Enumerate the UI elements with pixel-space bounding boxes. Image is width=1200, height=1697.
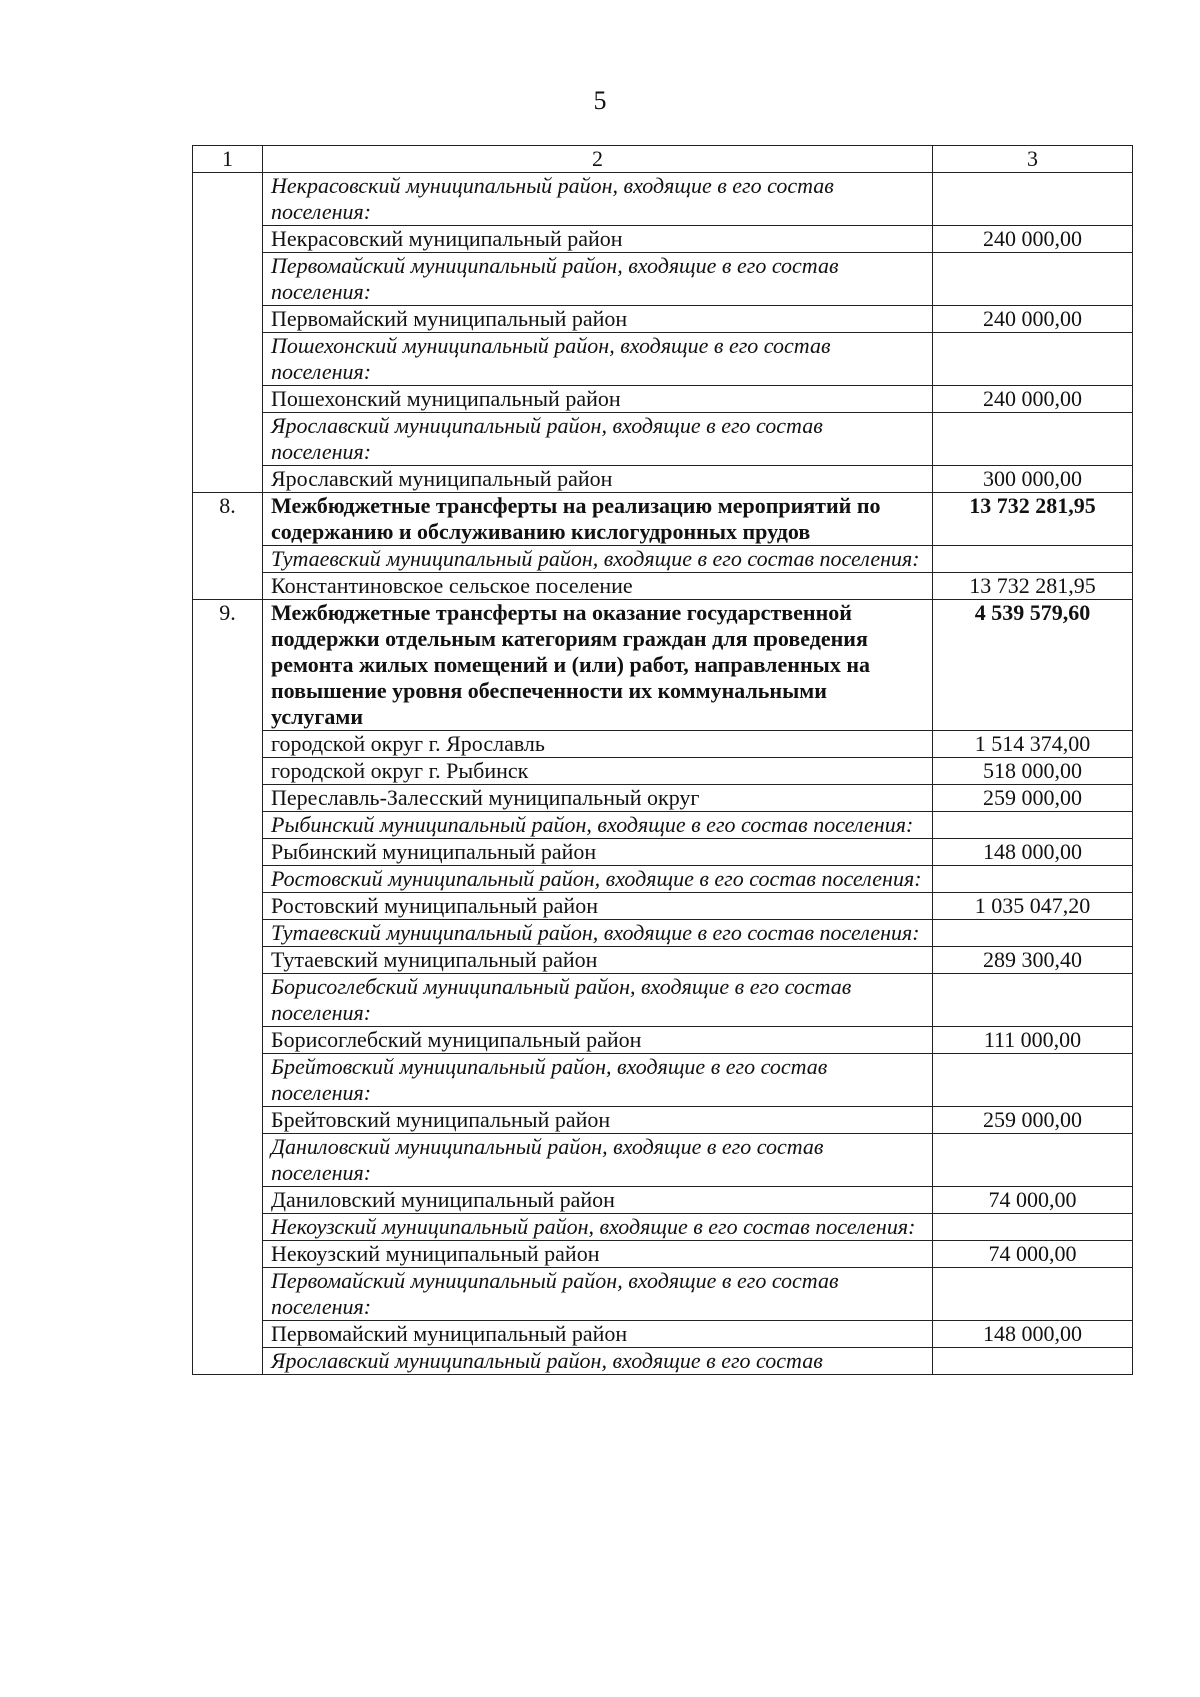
amount-cell: 518 000,00 <box>933 758 1133 785</box>
header-col-3: 3 <box>933 146 1133 173</box>
subheading-row <box>193 866 1133 893</box>
amount-cell <box>933 173 1133 226</box>
table-row <box>193 466 1133 493</box>
subheading-text: Некоузский муниципальный район, входящие в его состав поселения: <box>263 1214 933 1241</box>
recipient-name: Рыбинский муниципальный район <box>263 839 933 866</box>
recipient-name: Борисоглебский муниципальный район <box>263 1027 933 1054</box>
amount-cell <box>933 974 1133 1027</box>
subheading-row <box>193 253 1133 306</box>
recipient-name: Даниловский муниципальный район <box>263 1187 933 1214</box>
table-row <box>193 839 1133 866</box>
amount-cell <box>933 866 1133 893</box>
amount-cell: 240 000,00 <box>933 306 1133 333</box>
amount-cell <box>933 920 1133 947</box>
table-row <box>193 573 1133 600</box>
amount-cell: 111 000,00 <box>933 1027 1133 1054</box>
amount-cell <box>933 546 1133 573</box>
amount-cell: 240 000,00 <box>933 226 1133 253</box>
section-number: 8. <box>193 493 263 600</box>
budget-table <box>192 145 1133 1375</box>
recipient-name: Константиновское сельское поселение <box>263 573 933 600</box>
subheading-text: Некрасовский муниципальный район, входящие в его состав поселения: <box>263 173 933 226</box>
subheading-row <box>193 1268 1133 1321</box>
amount-cell: 13 732 281,95 <box>933 573 1133 600</box>
table-row <box>193 758 1133 785</box>
table-row <box>193 1241 1133 1268</box>
amount-cell <box>933 1054 1133 1107</box>
subheading-row <box>193 920 1133 947</box>
recipient-name: Пошехонский муниципальный район <box>263 386 933 413</box>
amount-cell: 259 000,00 <box>933 785 1133 812</box>
subheading-text: Даниловский муниципальный район, входящие в его состав поселения: <box>263 1134 933 1187</box>
section-number: 9. <box>193 600 263 1375</box>
table-row <box>193 731 1133 758</box>
recipient-name: городской округ г. Рыбинск <box>263 758 933 785</box>
subheading-row <box>193 1348 1133 1375</box>
amount-cell <box>933 333 1133 386</box>
table-row <box>193 947 1133 974</box>
section-row <box>193 493 1133 546</box>
table-row <box>193 386 1133 413</box>
amount-cell: 1 514 374,00 <box>933 731 1133 758</box>
subheading-text: Брейтовский муниципальный район, входящие в его состав поселения: <box>263 1054 933 1107</box>
amount-cell <box>933 1268 1133 1321</box>
amount-cell: 148 000,00 <box>933 839 1133 866</box>
header-row <box>193 146 1133 173</box>
number-cell <box>193 173 263 493</box>
section-title: Межбюджетные трансферты на оказание государственной поддержки отдельным категориям граждан для проведения ремонта жилых помещений и (или) работ, направленных на повышение уровня обеспеченности их коммунальными услугами <box>263 600 933 731</box>
amount-cell: 148 000,00 <box>933 1321 1133 1348</box>
header-col-1: 1 <box>193 146 263 173</box>
table-row <box>193 1027 1133 1054</box>
recipient-name: Первомайский муниципальный район <box>263 1321 933 1348</box>
section-title: Межбюджетные трансферты на реализацию мероприятий по содержанию и обслуживанию кислогудронных прудов <box>263 493 933 546</box>
recipient-name: городской округ г. Ярославль <box>263 731 933 758</box>
amount-cell <box>933 413 1133 466</box>
recipient-name: Некрасовский муниципальный район <box>263 226 933 253</box>
recipient-name: Ростовский муниципальный район <box>263 893 933 920</box>
subheading-text: Первомайский муниципальный район, входящие в его состав поселения: <box>263 253 933 306</box>
subheading-row <box>193 173 1133 226</box>
subheading-text: Ярославский муниципальный район, входящие в его состав поселения: <box>263 413 933 466</box>
table-row <box>193 1187 1133 1214</box>
amount-cell <box>933 253 1133 306</box>
section-total: 13 732 281,95 <box>933 493 1133 546</box>
amount-cell: 74 000,00 <box>933 1241 1133 1268</box>
header-col-2: 2 <box>263 146 933 173</box>
amount-cell <box>933 812 1133 839</box>
amount-cell: 259 000,00 <box>933 1107 1133 1134</box>
table-row <box>193 785 1133 812</box>
page-number: 5 <box>593 86 607 115</box>
subheading-text: Борисоглебский муниципальный район, входящие в его состав поселения: <box>263 974 933 1027</box>
amount-cell: 1 035 047,20 <box>933 893 1133 920</box>
subheading-row <box>193 1054 1133 1107</box>
subheading-text: Первомайский муниципальный район, входящие в его состав поселения: <box>263 1268 933 1321</box>
subheading-text: Рыбинский муниципальный район, входящие в его состав поселения: <box>263 812 933 839</box>
amount-cell <box>933 1214 1133 1241</box>
amount-cell: 74 000,00 <box>933 1187 1133 1214</box>
recipient-name: Некоузский муниципальный район <box>263 1241 933 1268</box>
amount-cell <box>933 1134 1133 1187</box>
table-row <box>193 1107 1133 1134</box>
subheading-row <box>193 333 1133 386</box>
table-row <box>193 226 1133 253</box>
recipient-name: Брейтовский муниципальный район <box>263 1107 933 1134</box>
subheading-text: Пошехонский муниципальный район, входящие в его состав поселения: <box>263 333 933 386</box>
table-row <box>193 306 1133 333</box>
table-row <box>193 893 1133 920</box>
subheading-text: Тутаевский муниципальный район, входящие в его состав поселения: <box>263 920 933 947</box>
amount-cell: 240 000,00 <box>933 386 1133 413</box>
subheading-row <box>193 1134 1133 1187</box>
subheading-text: Ростовский муниципальный район, входящие в его состав поселения: <box>263 866 933 893</box>
recipient-name: Переславль-Залесский муниципальный округ <box>263 785 933 812</box>
subheading-row <box>193 413 1133 466</box>
subheading-row <box>193 546 1133 573</box>
subheading-row <box>193 974 1133 1027</box>
section-total: 4 539 579,60 <box>933 600 1133 731</box>
recipient-name: Первомайский муниципальный район <box>263 306 933 333</box>
subheading-row <box>193 1214 1133 1241</box>
amount-cell: 289 300,40 <box>933 947 1133 974</box>
subheading-row <box>193 812 1133 839</box>
recipient-name: Тутаевский муниципальный район <box>263 947 933 974</box>
amount-cell <box>933 1348 1133 1375</box>
subheading-text: Тутаевский муниципальный район, входящие в его состав поселения: <box>263 546 933 573</box>
section-row <box>193 600 1133 731</box>
table-row <box>193 1321 1133 1348</box>
subheading-text: Ярославский муниципальный район, входящие в его состав <box>263 1348 933 1375</box>
recipient-name: Ярославский муниципальный район <box>263 466 933 493</box>
amount-cell: 300 000,00 <box>933 466 1133 493</box>
